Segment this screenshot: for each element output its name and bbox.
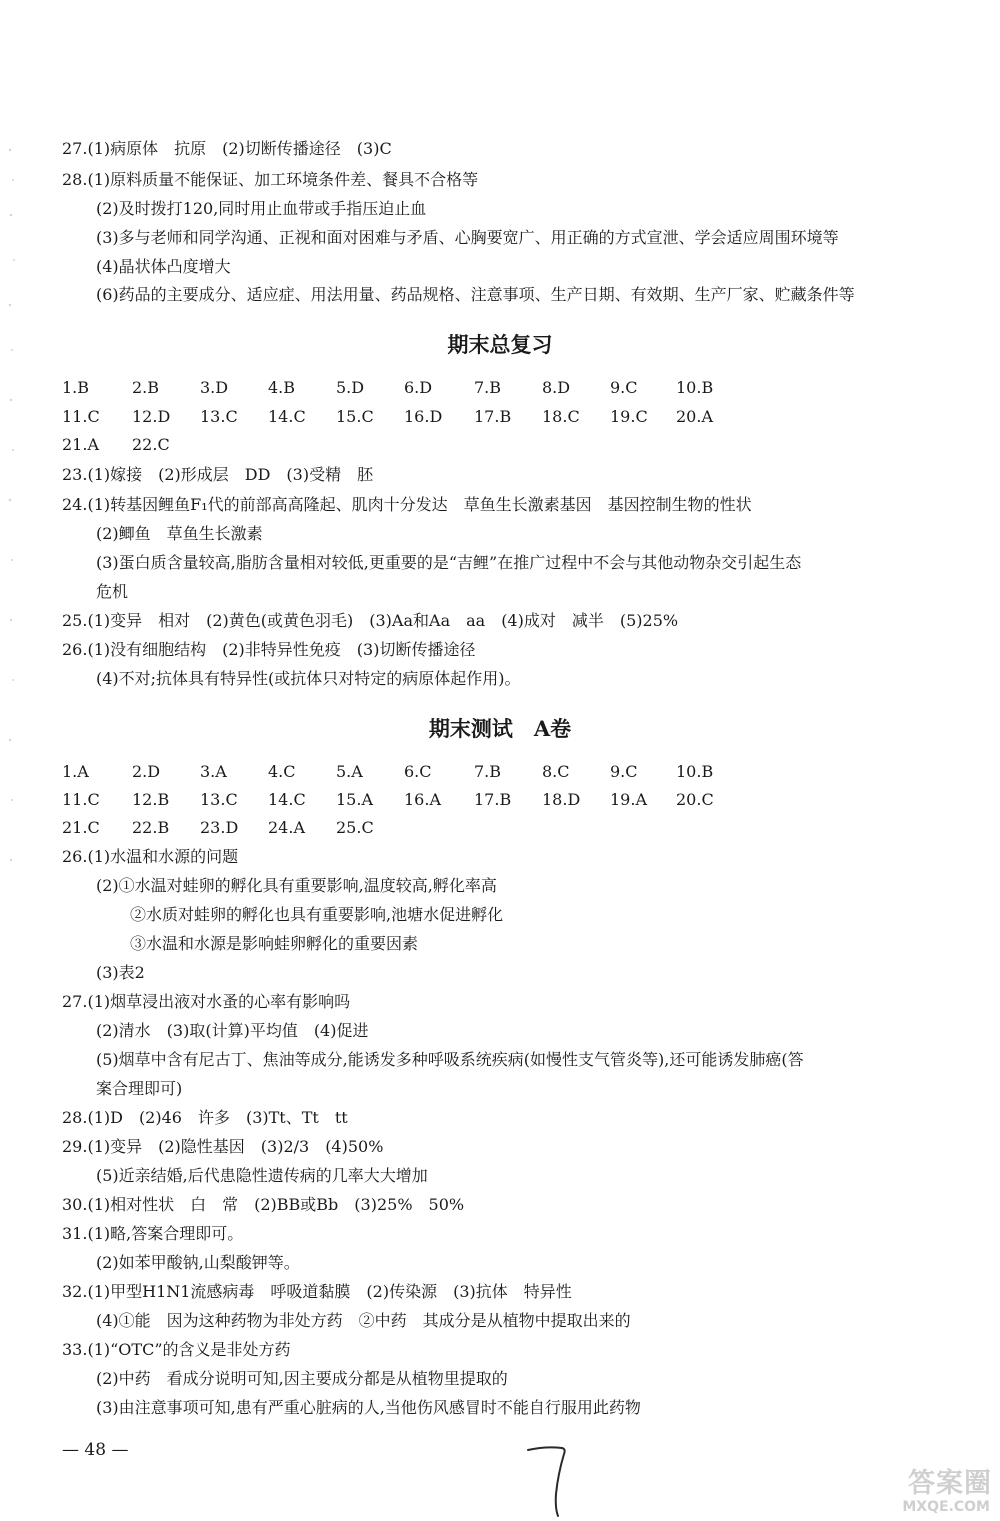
mc-answer: 18.C xyxy=(542,407,580,426)
answer-line: (2)鲫鱼 草鱼生长激素 xyxy=(96,524,263,543)
answer-line: (3)由注意事项可知,患有严重心脏病的人,当他伤风感冒时不能自行服用此药物 xyxy=(96,1398,641,1417)
mc-answer: 20.C xyxy=(676,790,714,809)
answer-line: 26.(1)水温和水源的问题 xyxy=(62,847,239,866)
answer-line: (2)①水温对蛙卵的孵化具有重要影响,温度较高,孵化率高 xyxy=(96,876,497,895)
mc-answer: 14.C xyxy=(268,407,306,426)
answer-line: (2)清水 (3)取(计算)平均值 (4)促进 xyxy=(96,1021,369,1040)
mc-answer: 8.D xyxy=(542,378,571,397)
page-number: — 48 — xyxy=(62,1440,129,1460)
answer-line: (2)及时拨打120,同时用止血带或手指压迫止血 xyxy=(96,199,427,218)
watermark-text: 答案圈 xyxy=(908,1468,992,1499)
mc-answer: 11.C xyxy=(62,790,100,809)
answer-line: 29.(1)变异 (2)隐性基因 (3)2/3 (4)50% xyxy=(62,1137,384,1156)
binding-margin-dots xyxy=(6,140,18,900)
answer-line: 33.(1)“OTC”的含义是非处方药 xyxy=(62,1340,291,1359)
mc-answer: 17.B xyxy=(474,790,512,809)
mc-answer: 25.C xyxy=(336,818,374,837)
mc-answer: 22.C xyxy=(132,435,170,454)
answer-line: 危机 xyxy=(96,582,129,601)
answer-line: 30.(1)相对性状 白 常 (2)BB或Bb (3)25% 50% xyxy=(62,1195,465,1214)
mc-answer: 16.A xyxy=(404,790,441,809)
mc-answer: 7.B xyxy=(474,378,502,397)
answer-line: 28.(1)原料质量不能保证、加工环境条件差、餐具不合格等 xyxy=(62,170,479,189)
section-title: 期末测试 A卷 xyxy=(428,716,572,741)
answer-line: (3)多与老师和同学沟通、正视和面对困难与矛盾、心胸要宽广、用正确的方式宣泄、学会适应周围环境等 xyxy=(96,228,839,247)
answer-line: 27.(1)烟草浸出液对水蚤的心率有影响吗 xyxy=(62,992,351,1011)
mc-answer: 6.C xyxy=(404,762,432,781)
mc-answer: 13.C xyxy=(200,407,238,426)
watermark-url: MXQE.COM xyxy=(902,1499,990,1515)
mc-answer: 7.B xyxy=(474,762,502,781)
answer-line: 28.(1)D (2)46 许多 (3)Tt、Tt tt xyxy=(62,1108,348,1127)
section-title: 期末总复习 xyxy=(447,332,553,357)
answer-line: 32.(1)甲型H1N1流感病毒 呼吸道黏膜 (2)传染源 (3)抗体 特异性 xyxy=(62,1282,572,1301)
mc-answer: 2.D xyxy=(132,762,161,781)
mc-answer: 5.D xyxy=(336,378,365,397)
answer-line: 案合理即可) xyxy=(96,1079,183,1098)
mc-answer: 13.C xyxy=(200,790,238,809)
answer-line: (3)表2 xyxy=(96,963,145,982)
answer-line: (5)烟草中含有尼古丁、焦油等成分,能诱发多种呼吸系统疾病(如慢性支气管炎等),还可能诱发肺癌(答 xyxy=(96,1050,804,1069)
mc-answer: 10.B xyxy=(676,762,714,781)
answer-line: ③水温和水源是影响蛙卵孵化的重要因素 xyxy=(130,934,419,953)
answer-line: (3)蛋白质含量较高,脂肪含量相对较低,更重要的是“吉鲤”在推广过程中不会与其他动物杂交引起生态 xyxy=(96,553,802,572)
mc-answer: 1.A xyxy=(62,762,89,781)
mc-answer: 10.B xyxy=(676,378,714,397)
answer-line: 26.(1)没有细胞结构 (2)非特异性免疫 (3)切断传播途径 xyxy=(62,640,476,659)
handwritten-mark xyxy=(520,1440,580,1520)
mc-answer: 4.C xyxy=(268,762,296,781)
watermark-logo xyxy=(864,1461,992,1515)
mc-answer: 15.A xyxy=(336,790,373,809)
answer-line: 27.(1)病原体 抗原 (2)切断传播途径 (3)C xyxy=(62,139,392,158)
answer-line: (6)药品的主要成分、适应症、用法用量、药品规格、注意事项、生产日期、有效期、生产厂家、贮藏条件等 xyxy=(96,285,855,304)
mc-answer: 12.D xyxy=(132,407,171,426)
answer-line: 25.(1)变异 相对 (2)黄色(或黄色羽毛) (3)Aa和Aa aa (4)成对 减半 (5)25% xyxy=(62,611,679,630)
mc-answer: 3.D xyxy=(200,378,229,397)
answer-line: (5)近亲结婚,后代患隐性遗传病的几率大大增加 xyxy=(96,1166,428,1185)
mc-answer: 17.B xyxy=(474,407,512,426)
mc-answer: 2.B xyxy=(132,378,160,397)
mc-answer: 5.A xyxy=(336,762,363,781)
mc-answer: 11.C xyxy=(62,407,100,426)
mc-answer: 14.C xyxy=(268,790,306,809)
mc-answer: 12.B xyxy=(132,790,170,809)
answer-line: 23.(1)嫁接 (2)形成层 DD (3)受精 胚 xyxy=(62,465,374,484)
answer-line: (2)如苯甲酸钠,山梨酸钾等。 xyxy=(96,1253,300,1272)
mc-answer: 8.C xyxy=(542,762,570,781)
answer-line: 24.(1)转基因鲤鱼F₁代的前部高高隆起、肌肉十分发达 草鱼生长激素基因 基因控制生物的性状 xyxy=(62,495,752,514)
mc-answer: 23.D xyxy=(200,818,239,837)
answer-line: (4)①能 因为这种药物为非处方药 ②中药 其成分是从植物中提取出来的 xyxy=(96,1311,631,1330)
mc-answer: 24.A xyxy=(268,818,305,837)
mc-answer: 16.D xyxy=(404,407,443,426)
mc-answer: 21.A xyxy=(62,435,99,454)
mc-answer: 9.C xyxy=(610,378,638,397)
answer-line: ②水质对蛙卵的孵化也具有重要影响,池塘水促进孵化 xyxy=(130,905,504,924)
mc-answer: 20.A xyxy=(676,407,713,426)
answer-line: (4)晶状体凸度增大 xyxy=(96,257,231,276)
mc-answer: 3.A xyxy=(200,762,227,781)
mc-answer: 19.C xyxy=(610,407,648,426)
mc-answer: 22.B xyxy=(132,818,170,837)
mc-answer: 6.D xyxy=(404,378,433,397)
answer-line: 31.(1)略,答案合理即可。 xyxy=(62,1224,244,1243)
mc-answer: 1.B xyxy=(62,378,90,397)
mc-answer: 21.C xyxy=(62,818,100,837)
answer-line: (4)不对;抗体具有特异性(或抗体只对特定的病原体起作用)。 xyxy=(96,669,521,688)
mc-answer: 4.B xyxy=(268,378,296,397)
answer-line: (2)中药 看成分说明可知,因主要成分都是从植物里提取的 xyxy=(96,1369,508,1388)
mc-answer: 18.D xyxy=(542,790,581,809)
mc-answer: 15.C xyxy=(336,407,374,426)
mc-answer: 9.C xyxy=(610,762,638,781)
mc-answer: 19.A xyxy=(610,790,647,809)
